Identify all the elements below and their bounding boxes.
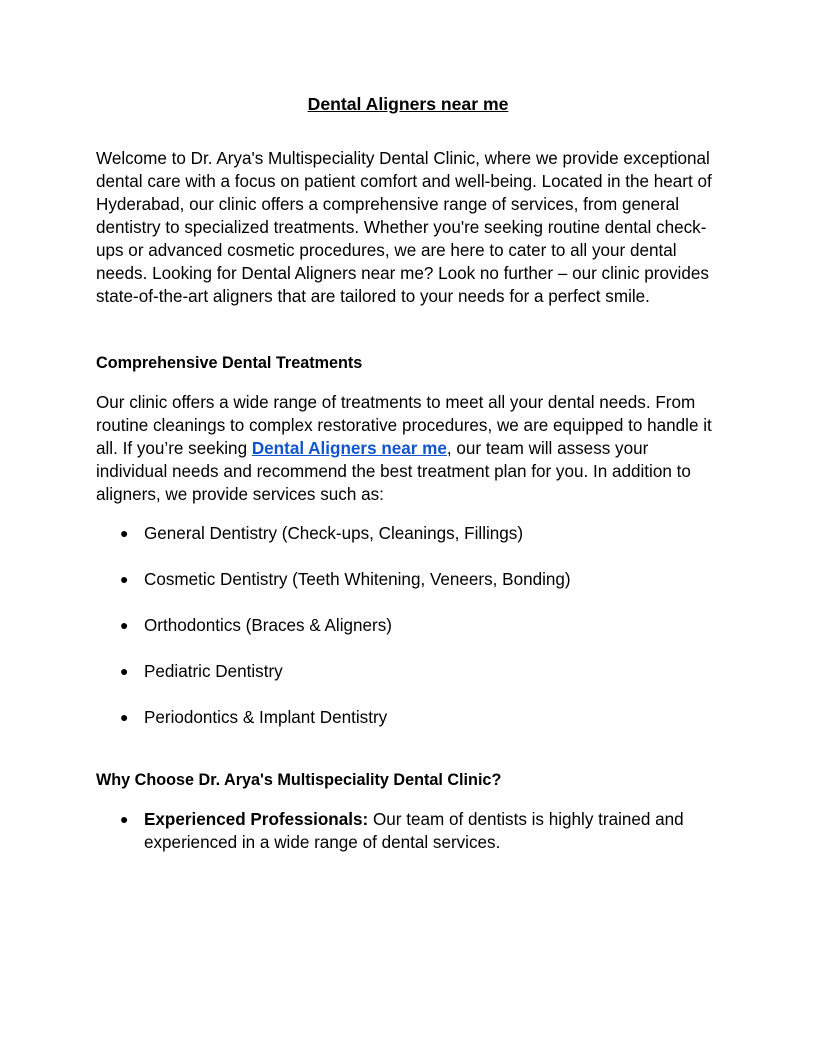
bullet-icon: ● xyxy=(120,709,129,725)
services-list xyxy=(96,522,720,729)
list-item-text: Pediatric Dentistry xyxy=(144,662,283,681)
bullet-icon: ● xyxy=(120,617,129,633)
list-item-text: Cosmetic Dentistry (Teeth Whitening, Veneers, Bonding) xyxy=(144,570,571,589)
bullet-icon: ● xyxy=(120,663,129,679)
intro-paragraph: Welcome to Dr. Arya's Multispeciality Dental Clinic, where we provide exceptional dental care with a focus on patient comfort and well-being. Located in the heart of Hyderabad, our clinic offers a comprehensive range of services, from general dentistry to specialized treatments. Whether you're seeking routine dental check-ups or advanced cosmetic procedures, we are here to cater to all your dental needs. Looking for Dental Aligners near me? Look no further – our clinic provides state-of-the-art aligners that are tailored to your needs for a perfect smile. xyxy=(96,149,712,306)
list-item xyxy=(96,568,720,591)
list-item xyxy=(96,660,720,683)
bullet-icon: ● xyxy=(120,571,129,587)
reasons-list xyxy=(96,808,720,854)
list-item xyxy=(96,706,720,729)
reason-text: Our team of dentists is highly trained and experienced in a wide range of dental services. xyxy=(144,810,684,852)
list-item-text: Periodontics & Implant Dentistry xyxy=(144,708,388,727)
bullet-icon: ● xyxy=(120,525,129,541)
list-item xyxy=(96,808,720,854)
reason-label: Experienced Professionals: xyxy=(144,810,369,829)
treatments-heading: Comprehensive Dental Treatments xyxy=(96,354,363,372)
list-item xyxy=(96,614,720,637)
bullet-icon: ● xyxy=(120,811,129,827)
why-choose-heading: Why Choose Dr. Arya's Multispeciality Dental Clinic? xyxy=(96,771,502,789)
treatments-paragraph xyxy=(96,391,720,506)
dental-aligners-link[interactable]: Dental Aligners near me xyxy=(251,439,447,458)
treatments-text-before-link: Our clinic offers a wide range of treatments to meet all your dental needs. From routine cleanings to complex restorative procedures, we are equipped to handle it all. If you’re seeking xyxy=(96,393,712,458)
treatments-text-after-link: , our team will assess your individual needs and recommend the best treatment plan for you. In addition to aligners, we provide services such as: xyxy=(96,439,691,504)
list-item-text: General Dentistry (Check-ups, Cleanings, Fillings) xyxy=(144,524,524,543)
page-title: Dental Aligners near me xyxy=(307,94,509,114)
list-item xyxy=(96,522,720,545)
list-item-text: Orthodontics (Braces & Aligners) xyxy=(144,616,392,635)
